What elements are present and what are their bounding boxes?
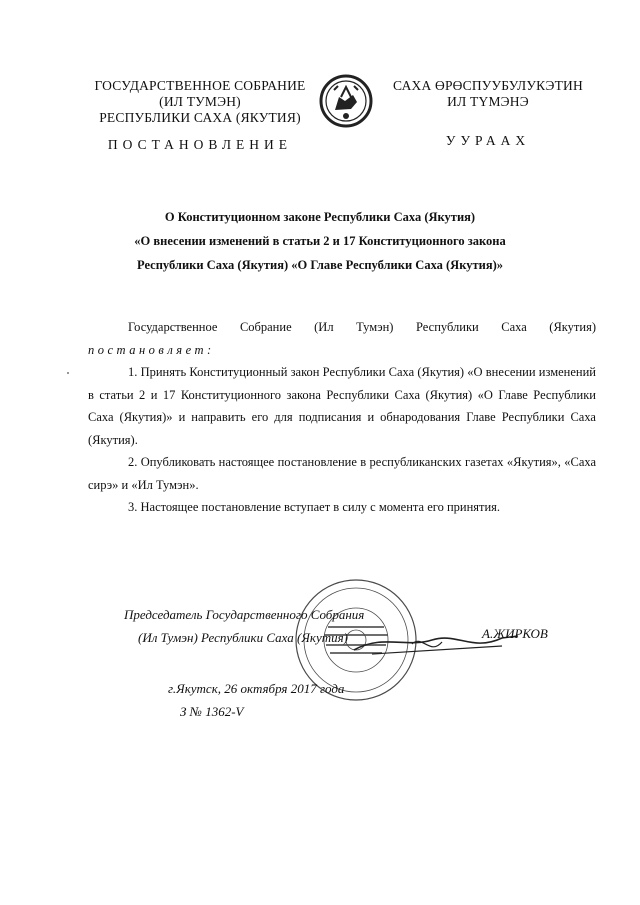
header-left-line-1: ГОСУДАРСТВЕННОЕ СОБРАНИЕ <box>94 78 306 93</box>
item-3: 3. Настоящее постановление вступает в силу с момента его принятия. <box>128 500 501 514</box>
document-header-left <box>88 78 312 126</box>
document-header-right <box>378 78 598 110</box>
signature-block <box>124 603 364 649</box>
doc-type-right: УУРААХ <box>445 133 531 148</box>
doc-type-left: ПОСТАНОВЛЕНИЕ <box>107 137 293 152</box>
document-title <box>90 205 550 277</box>
intro-resolves: постановляет: <box>88 342 215 357</box>
header-right-line-2: ИЛ ТҮМЭНЭ <box>447 94 529 109</box>
republic-emblem-icon <box>318 71 374 131</box>
title-line-1: О Конституционном законе Республики Саха (Якутия) <box>164 210 476 224</box>
signer-title-line-2: (Ил Тумэн) Республики Саха (Якутия) <box>138 630 348 645</box>
title-line-3: Республики Саха (Якутия) «О Главе Республики Саха (Якутия)» <box>136 258 504 272</box>
place-date: г.Якутск, 26 октября 2017 года <box>168 681 345 696</box>
place-date-block <box>168 677 344 723</box>
title-line-2: «О внесении изменений в статьи 2 и 17 Конституционного закона <box>134 234 506 248</box>
margin-dot <box>67 372 69 374</box>
header-left-line-3: РЕСПУБЛИКИ САХА (ЯКУТИЯ) <box>99 110 301 125</box>
document-number: З № 1362-V <box>180 704 244 719</box>
signer-name: А.ЖИРКОВ <box>482 626 548 641</box>
header-left-line-2: (ИЛ ТУМЭН) <box>159 94 241 109</box>
header-right-line-1: САХА ӨРӨСПУУБУЛУКЭТИН <box>393 78 583 93</box>
item-2: 2. Опубликовать настоящее постановление в республиканских газетах «Якутия», «Саха сирэ» и «Ил Тумэн». <box>88 455 596 492</box>
signer-title-line-1: Председатель Государственного Собрания <box>124 607 365 622</box>
item-1: 1. Принять Конституционный закон Республики Саха (Якутия) «О внесении изменений в статьи 2 и 17 Конституционного закона Республики Саха (Якутия) «О Главе Республики Саха (Якутия)» и направить его для подписания и обнародования Главе Республики Саха (Якутия). <box>88 365 596 447</box>
intro-text: Государственное Собрание (Ил Тумэн) Республики Саха (Якутия) <box>128 320 596 334</box>
document-body <box>88 316 596 519</box>
intro-paragraph <box>88 316 596 361</box>
